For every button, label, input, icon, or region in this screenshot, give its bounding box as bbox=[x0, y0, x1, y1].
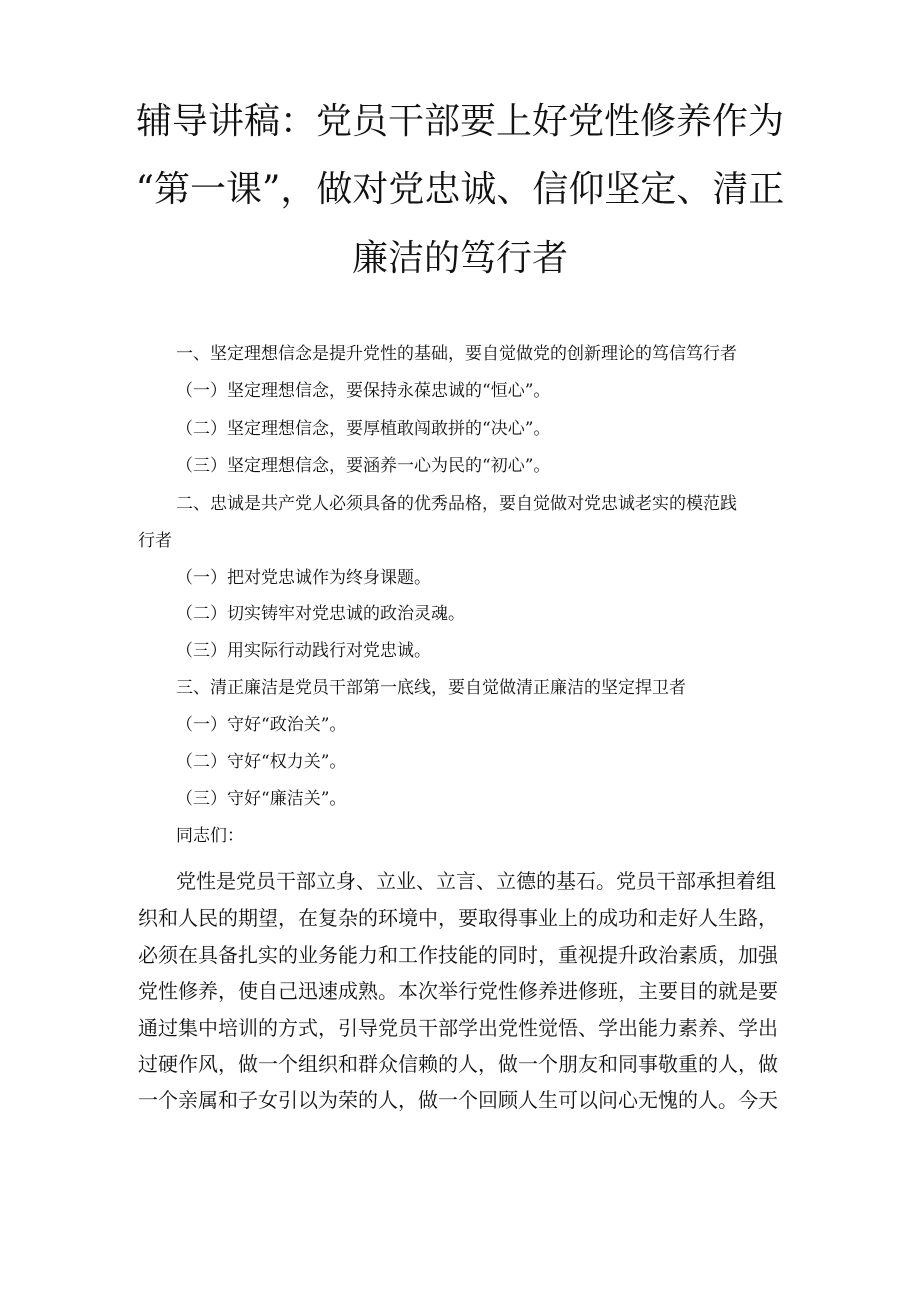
outline-item-1-3: （三）坚定理想信念，要涵养一心为民的“初心”。 bbox=[176, 456, 551, 476]
body-line-5: 通过集中培训的方式，引导党员干部学出党性觉悟、学出能力素养、学出 bbox=[138, 1016, 778, 1040]
body-line-7: 一个亲属和子女引以为荣的人，做一个回顾人生可以问心无愧的人。今天 bbox=[138, 1088, 778, 1112]
body-line-4: 党性修养，使自己迅速成熟。本次举行党性修养进修班，主要目的就是要 bbox=[138, 979, 778, 1003]
body-line-2: 织和人民的期望，在复杂的环境中，要取得事业上的成功和走好人生路， bbox=[138, 906, 778, 930]
body-line-1: 党性是党员干部立身、立业、立言、立德的基石。党员干部承担着组 bbox=[176, 869, 776, 893]
outline-item-1-2: （二）坚定理想信念，要厚植敢闯敢拼的“决心”。 bbox=[176, 419, 551, 439]
outline-item-3-2: （二）守好“权力关”。 bbox=[176, 752, 347, 772]
outline-item-1-1: （一）坚定理想信念，要保持永葆忠诚的“恒心”。 bbox=[176, 381, 551, 401]
outline-item-2-1: （一）把对党忠诚作为终身课题。 bbox=[176, 568, 431, 588]
outline-item-2-3: （三）用实际行动践行对党忠诚。 bbox=[176, 641, 431, 661]
body-line-6: 过硬作风，做一个组织和群众信赖的人，做一个朋友和同事敬重的人，做 bbox=[138, 1052, 778, 1076]
outline-heading-3: 三、清正廉洁是党员干部第一底线，要自觉做清正廉洁的坚定捍卫者 bbox=[176, 678, 686, 698]
outline-item-2-2: （二）切实铸牢对党忠诚的政治灵魂。 bbox=[176, 604, 465, 624]
outline-heading-2-continued: 行者 bbox=[138, 531, 172, 551]
outline-heading-1: 一、坚定理想信念是提升党性的基础，要自觉做党的创新理论的笃信笃行者 bbox=[176, 344, 737, 364]
document-title-line-1: 辅导讲稿：党员干部要上好党性修养作为 bbox=[135, 101, 784, 142]
document-title-line-2: “第一课”，做对党忠诚、信仰坚定、清正 bbox=[135, 169, 785, 210]
document-title-line-3: 廉洁的笃行者 bbox=[351, 238, 568, 279]
outline-heading-2: 二、忠诚是共产党人必须具备的优秀品格，要自觉做对党忠诚老实的模范践 bbox=[176, 494, 737, 514]
body-line-3: 必须在具备扎实的业务能力和工作技能的同时，重视提升政治素质，加强 bbox=[138, 943, 778, 967]
outline-item-3-3: （三）守好“廉洁关”。 bbox=[176, 789, 347, 809]
outline-item-3-1: （一）守好“政治关”。 bbox=[176, 715, 347, 735]
salutation: 同志们： bbox=[176, 826, 244, 846]
